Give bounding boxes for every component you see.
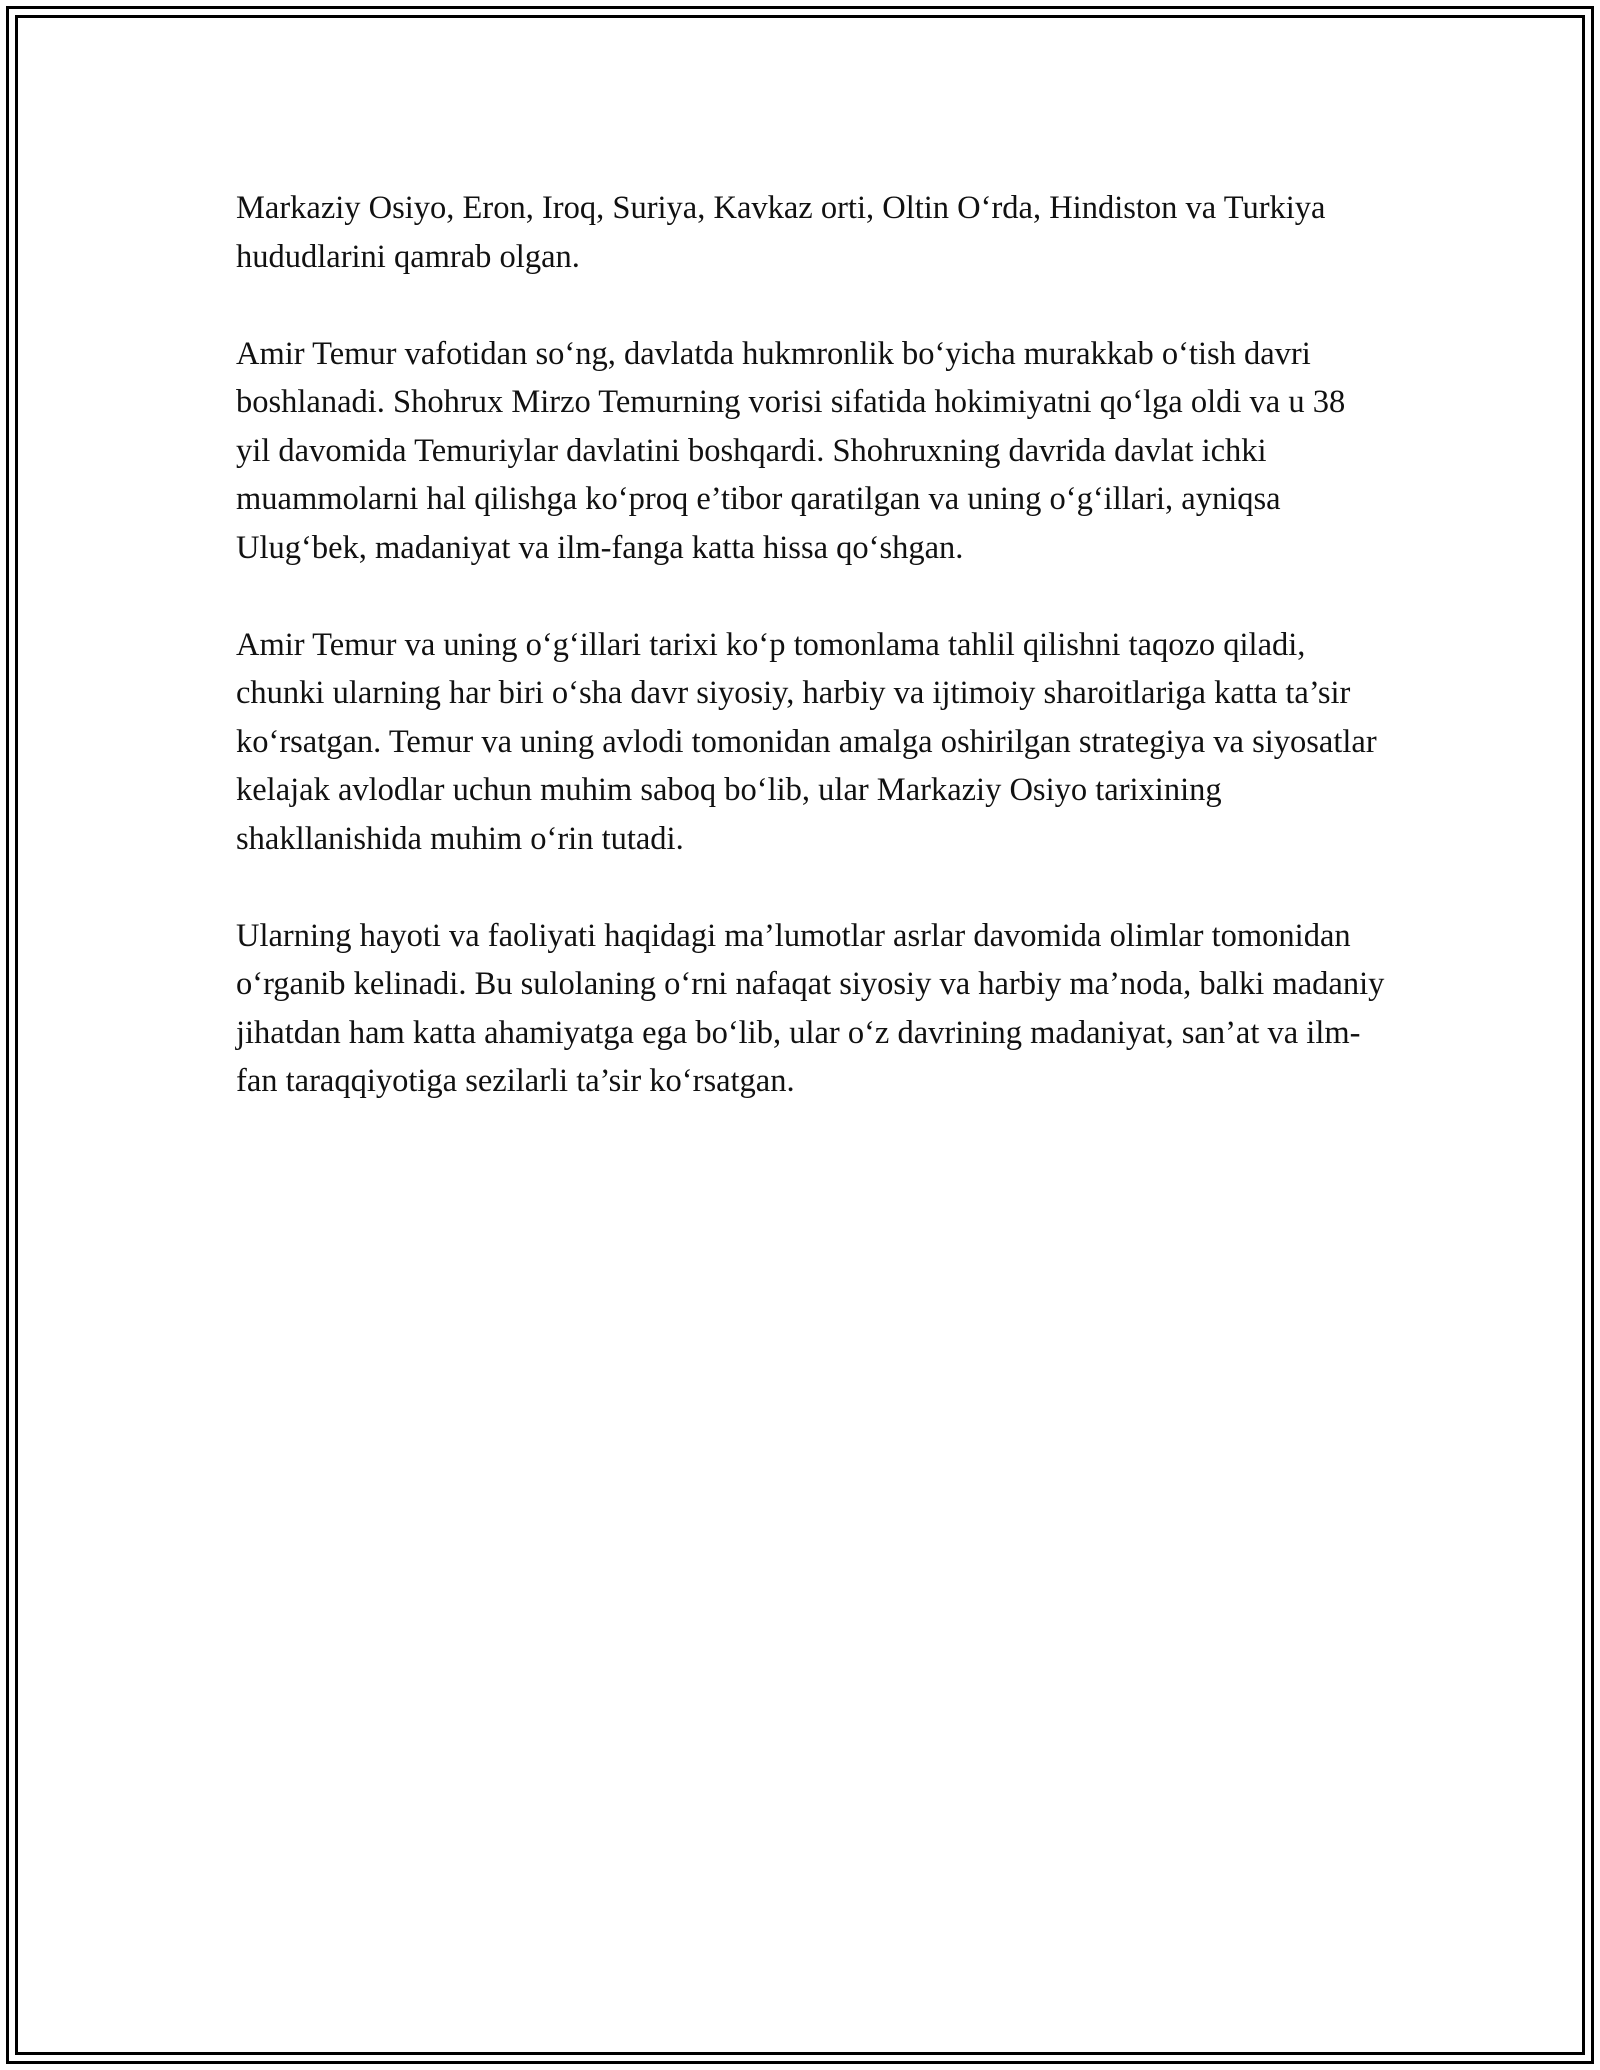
document-body xyxy=(236,184,1386,1106)
paragraph-3: Amir Temur va uning o‘g‘illari tarixi ko‘p tomonlama tahlil qilishni taqozo qiladi, chunki ularning har biri o‘sha davr siyosiy, harbiy va ijtimoiy sharoitlariga katta ta’sir ko‘rsatgan. Temur va uning avlodi tomonidan amalga oshirilgan strategiya va siyosatlar kelajak avlodlar uchun muhim saboq bo‘lib, ular Markaziy Osiyo tarixining shakllanishida muhim o‘rin tutadi. xyxy=(236,626,1377,857)
paragraph-1: Markaziy Osiyo, Eron, Iroq, Suriya, Kavkaz orti, Oltin O‘rda, Hindiston va Turkiya hududlarini qamrab olgan. xyxy=(236,190,1326,275)
paragraph-2: Amir Temur vafotidan so‘ng, davlatda hukmronlik bo‘yicha murakkab o‘tish davri boshlanadi. Shohrux Mirzo Temurning vorisi sifatida hokimiyatni qo‘lga oldi va u 38 yil davomida Temuriylar davlatini boshqardi. Shohruxning davrida davlat ichki muammolarni hal qilishga ko‘proq e’tibor qaratilgan va uning o‘g‘illari, ayniqsa Ulug‘bek, madaniyat va ilm-fanga katta hissa qo‘shgan. xyxy=(236,335,1346,566)
paragraph-4: Ularning hayoti va faoliyati haqidagi ma’lumotlar asrlar davomida olimlar tomonidan o‘rganib kelinadi. Bu sulolaning o‘rni nafaqat siyosiy va harbiy ma’noda, balki madaniy jihatdan ham katta ahamiyatga ega bo‘lib, ular o‘z davrining madaniyat, san’at va ilm-fan taraqqiyotiga sezilarli ta’sir ko‘rsatgan. xyxy=(236,917,1385,1099)
